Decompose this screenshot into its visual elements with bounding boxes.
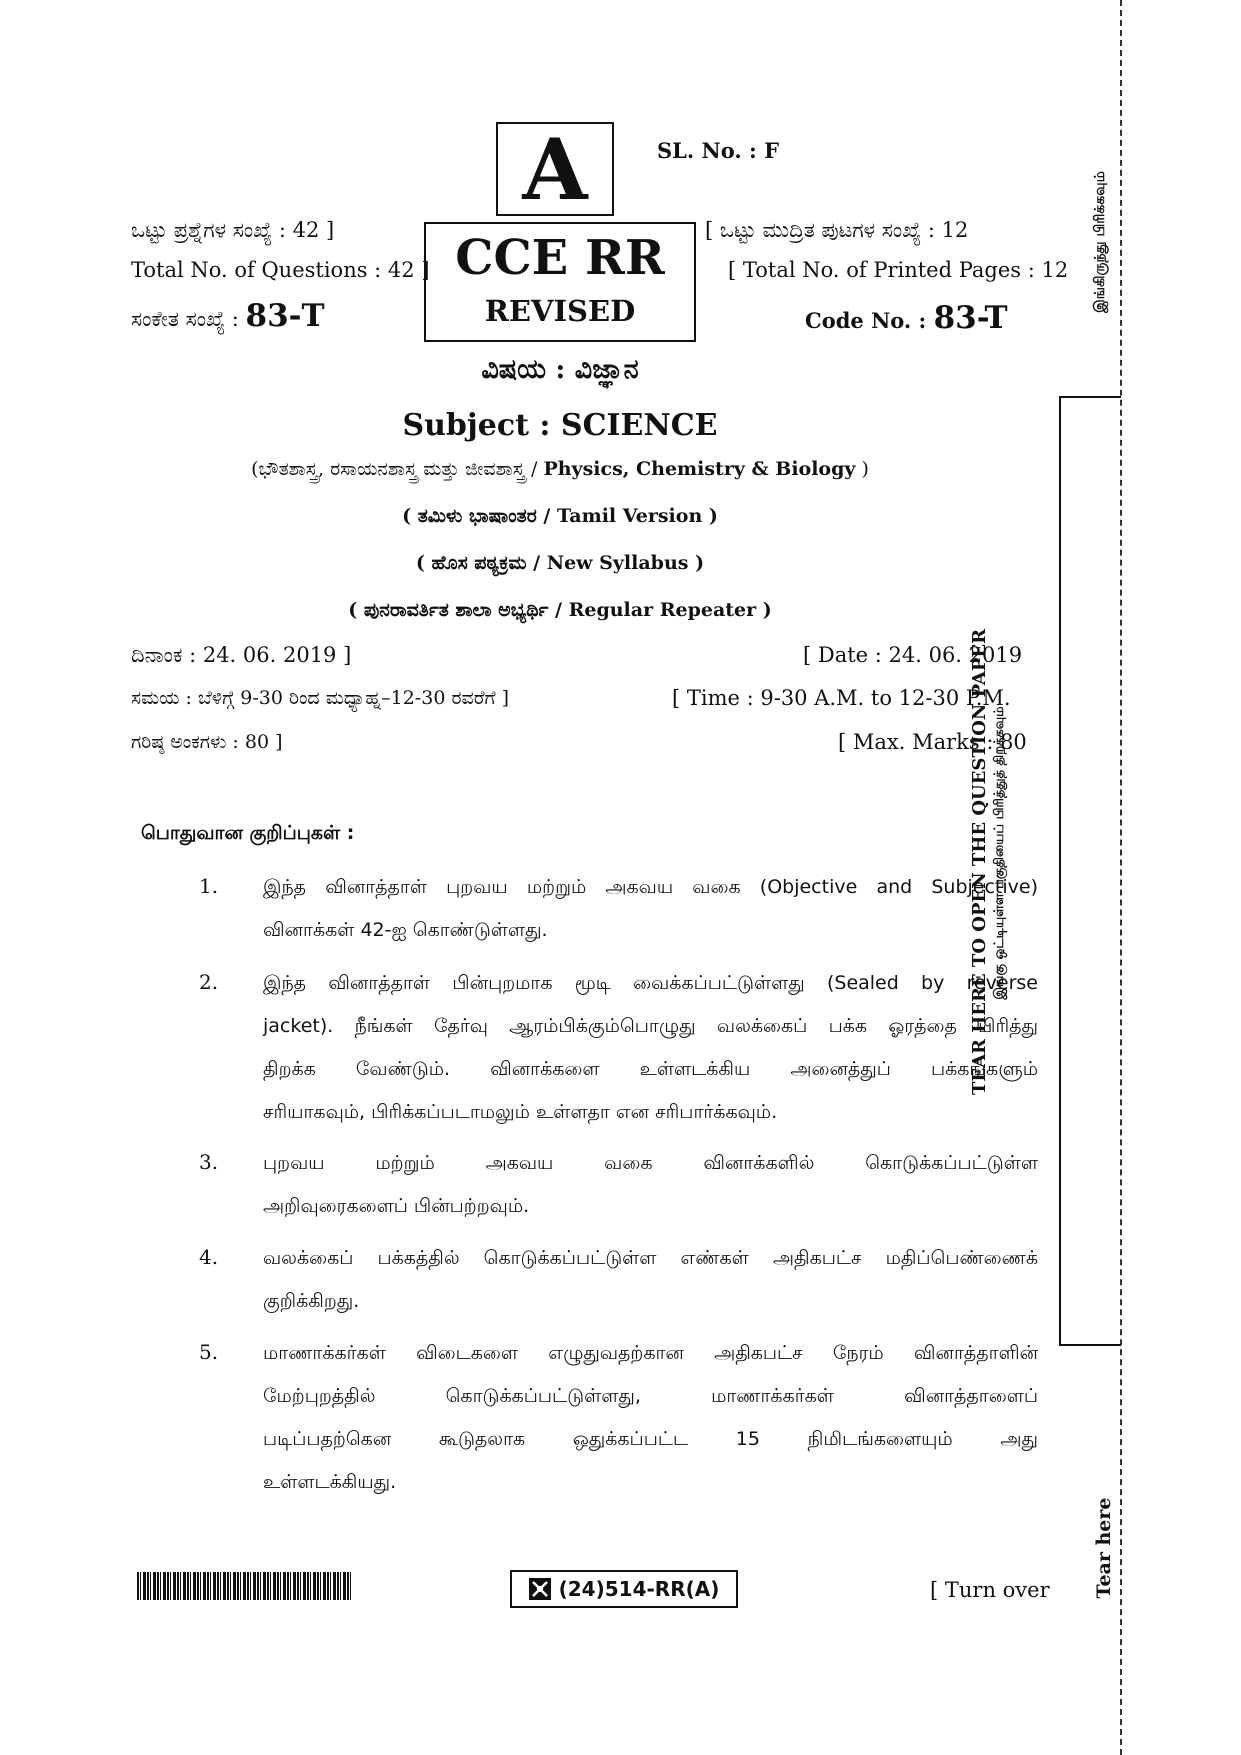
- branches-kn: (ಭೌತಶಾಸ್ತ್ರ, ರಸಾಯನಶಾಸ್ತ್ರ ಮತ್ತು ಜೀವಶಾಸ್ತ್ರ /: [251, 458, 544, 480]
- total-questions-en: Total No. of Questions : 42 ]: [131, 258, 430, 282]
- barcode-mark-icon: [529, 1578, 551, 1600]
- tear-box-en: TEAR HERE TO OPEN THE QUESTION PAPER: [969, 628, 990, 1096]
- tear-instruction-box: [1059, 396, 1121, 1346]
- tear-box-ta: இங்கு ஒட்டியுள்ள பகுதியைப் பிரித்துத் திறக்கவும்: [992, 706, 1007, 1000]
- branches-close: ): [855, 458, 869, 480]
- sl-number: SL. No. : F: [657, 138, 779, 163]
- instruction-line: இந்த வினாத்தாள் பின்புறமாக மூடி வைக்கப்பட்டுள்ளது (Sealed by reverse: [263, 972, 1038, 994]
- instruction-number: 1.: [199, 874, 219, 898]
- tear-top-note: இங்கிருந்து பிரிக்கவும்: [1092, 171, 1108, 313]
- exam-subtitle: REVISED: [484, 294, 636, 328]
- candidate-line: [0, 599, 1120, 621]
- instruction-line: உள்ளடக்கியது.: [263, 1471, 397, 1493]
- max-marks-kn: ಗರಿಷ್ಠ ಅಂಕಗಳು : 80 ]: [131, 731, 283, 753]
- code-number-kn: [131, 298, 325, 334]
- time-en: [ Time : 9-30 A.M. to 12-30 P.M.: [672, 686, 1011, 710]
- instruction-number: 3.: [199, 1150, 219, 1174]
- instruction-line: குறிக்கிறது.: [263, 1290, 360, 1312]
- series-letter-box: [496, 119, 614, 219]
- instruction-line: மாணாக்கர்கள் விடைகளை எழுதுவதற்கான அதிகபட்ச நேரம் வினாத்தாளின்: [263, 1342, 1038, 1364]
- paper-code: (24)514-RR(A): [558, 1577, 720, 1601]
- exam-title-box: [424, 222, 696, 342]
- code-number-en: [805, 300, 1008, 336]
- version-en: Tamil Version ): [556, 505, 718, 527]
- code-value-right: 83-T: [933, 300, 1008, 336]
- instruction-line: மேற்புறத்தில் கொடுக்கப்பட்டுள்ளது, மாணாக்கர்கள் வினாத்தாளைப்: [263, 1385, 1038, 1407]
- paper-code-box: [510, 1570, 738, 1608]
- instruction-number: 2.: [199, 970, 219, 994]
- instruction-line: வினாக்கள் 42-ஐ கொண்டுள்ளது.: [263, 919, 548, 941]
- instruction-line: படிப்பதற்கென கூடுதலாக ஒதுக்கப்பட்ட 15 நிமிடங்களையும் அது: [263, 1428, 1038, 1450]
- exam-title: CCE RR: [455, 230, 665, 286]
- subject-kn: ವಿಷಯ : ವಿಜ್ಞಾನ: [481, 354, 639, 385]
- code-value-left: 83-T: [245, 298, 325, 334]
- candidate-en: Regular Repeater ): [568, 599, 772, 621]
- tear-here-label: Tear here: [1093, 1497, 1115, 1599]
- date-kn: ದಿನಾಂಕ : 24. 06. 2019 ]: [131, 643, 352, 667]
- version-line: [0, 505, 1120, 527]
- code-label-en: Code No. :: [805, 308, 927, 333]
- subject-en: Subject : SCIENCE: [402, 408, 718, 443]
- candidate-kn: ( ಪುನರಾವರ್ತಿತ ಶಾಲಾ ಅಭ್ಯರ್ಥಿ /: [348, 599, 569, 621]
- instruction-line: அறிவுரைகளைப் பின்பற்றவும்.: [263, 1195, 530, 1217]
- instructions-heading: பொதுவான குறிப்புகள் :: [141, 822, 355, 844]
- instruction-number: 5.: [199, 1340, 219, 1364]
- instruction-line: இந்த வினாத்தாள் புறவய மற்றும் அகவய வகை (Objective and Subjective): [263, 876, 1038, 898]
- instruction-line: திறக்க வேண்டும். வினாக்களை உள்ளடக்கிய அனைத்துப் பக்கங்களும்: [263, 1058, 1038, 1080]
- printed-pages-kn: [ ಒಟ್ಟು ಮುದ್ರಿತ ಪುಟಗಳ ಸಂಖ್ಯೆ : 12: [705, 218, 969, 242]
- instruction-number: 4.: [199, 1245, 219, 1269]
- time-kn: ಸಮಯ : ಬೆಳಿಗ್ಗೆ 9-30 ರಿಂದ ಮಧ್ಯಾಹ್ನ–12-30 ರವರೆಗೆ ]: [131, 687, 509, 709]
- printed-pages-en: [ Total No. of Printed Pages : 12: [728, 258, 1069, 282]
- subject-branches: [0, 458, 1120, 480]
- code-label-kn: ಸಂಕೇತ ಸಂಖ್ಯೆ :: [131, 307, 239, 331]
- date-en: [ Date : 24. 06. 2019: [803, 643, 1023, 667]
- version-kn: ( ತಮಿಳು ಭಾಷಾಂತರ /: [402, 505, 557, 527]
- instruction-line: வலக்கைப் பக்கத்தில் கொடுக்கப்பட்டுள்ள எண்கள் அதிகபட்ச மதிப்பெண்ணைக்: [263, 1247, 1038, 1269]
- turn-over: [ Turn over: [930, 1578, 1050, 1602]
- syllabus-kn: ( ಹೊಸ ಪಠ್ಯಕ್ರಮ /: [415, 552, 547, 574]
- syllabus-line: [0, 552, 1120, 574]
- instruction-line: சரியாகவும், பிரிக்கப்படாமலும் உள்ளதா என சரிபார்க்கவும்.: [263, 1101, 778, 1123]
- instruction-line: புறவய மற்றும் அகவய வகை வினாக்களில் கொடுக்கப்பட்டுள்ள: [263, 1152, 1038, 1174]
- series-letter: A: [522, 119, 588, 219]
- total-questions-kn: ಒಟ್ಟು ಪ್ರಶ್ನೆಗಳ ಸಂಖ್ಯೆ : 42 ]: [131, 218, 335, 242]
- branches-en: Physics, Chemistry & Biology: [543, 458, 856, 480]
- instruction-line: jacket). நீங்கள் தேர்வு ஆரம்பிக்கும்பொழுது வலக்கைப் பக்க ஓரத்தை பிரித்து: [263, 1015, 1038, 1037]
- syllabus-en: New Syllabus ): [546, 552, 705, 574]
- max-marks-en: [ Max. Marks : 80: [838, 730, 1027, 754]
- barcode-image: [137, 1572, 352, 1600]
